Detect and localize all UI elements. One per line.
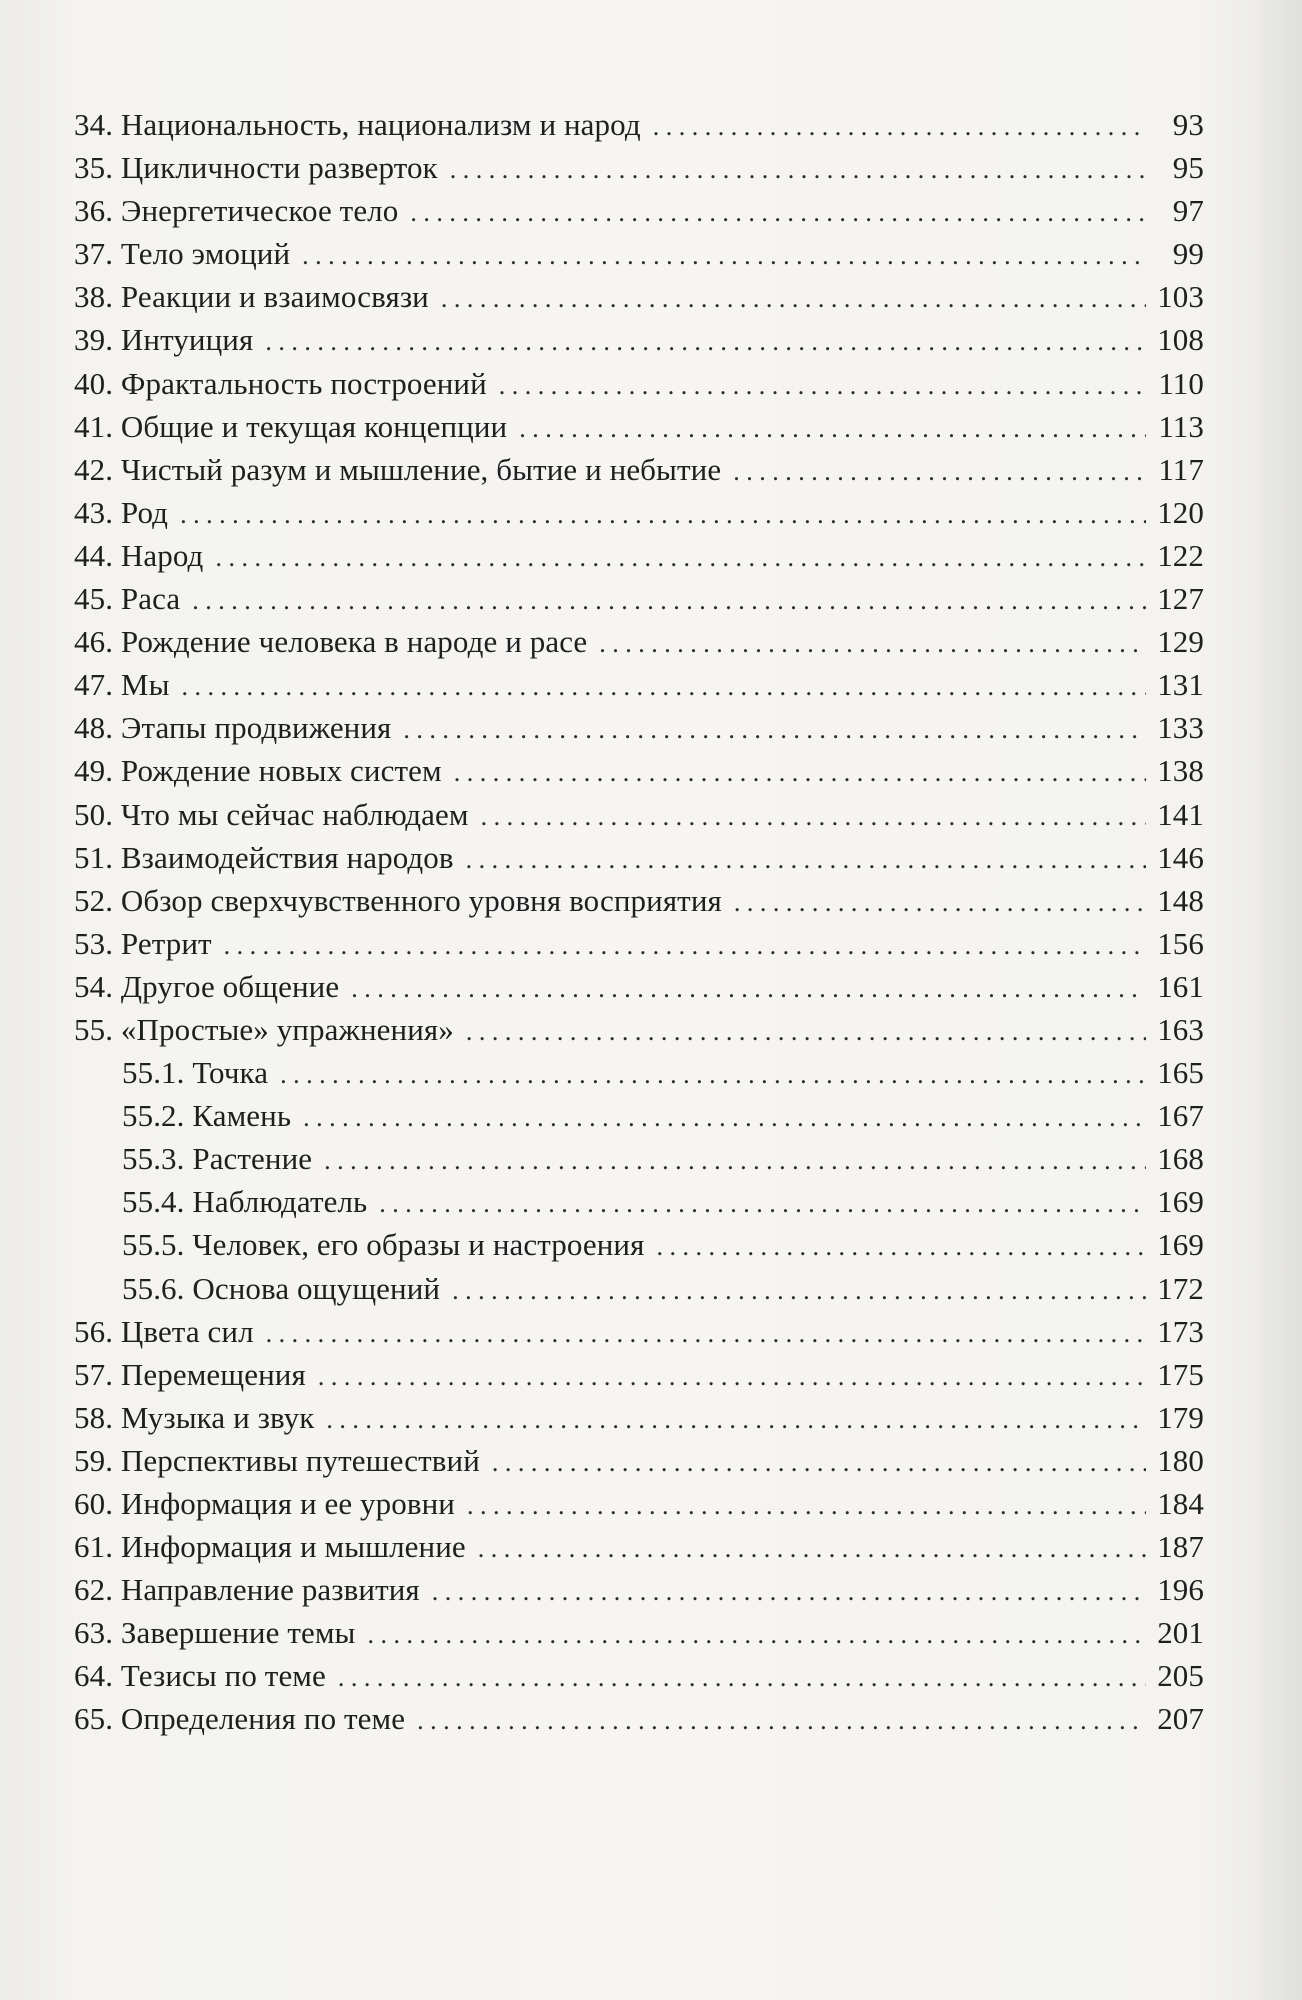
toc-entry-page-number: 146 <box>1157 839 1204 875</box>
toc-dot-leader <box>653 112 1146 142</box>
toc-entry-page-number: 207 <box>1157 1701 1204 1737</box>
toc-entry <box>74 1443 1204 1486</box>
toc-entry-title: 58. Музыка и звук <box>74 1399 315 1435</box>
toc-dot-leader <box>466 845 1146 875</box>
toc-entry <box>74 1486 1204 1529</box>
toc-entry-page-number: 196 <box>1157 1572 1204 1608</box>
toc-entry <box>74 797 1204 840</box>
toc-entry <box>74 1529 1204 1572</box>
toc-dot-leader <box>441 284 1146 314</box>
toc-entry-page-number: 201 <box>1157 1615 1204 1651</box>
toc-entry-title: 39. Интуиция <box>74 322 254 358</box>
toc-entry-title: 61. Информация и мышление <box>74 1529 466 1565</box>
toc-entry <box>74 322 1204 365</box>
toc-entry <box>74 1314 1204 1357</box>
toc-entry-page-number: 167 <box>1157 1098 1204 1134</box>
toc-entry-title: 55.1. Точка <box>122 1055 269 1091</box>
toc-entry-title: 60. Информация и ее уровни <box>74 1486 455 1521</box>
toc-entry <box>74 1141 1204 1184</box>
toc-entry-title: 55.5. Человек, его образы и настроения <box>122 1227 645 1263</box>
toc-entry-title: 41. Общие и текущая концепции <box>74 408 508 444</box>
toc-dot-leader <box>403 715 1146 745</box>
toc-entry <box>74 969 1204 1012</box>
toc-entry-page-number: 156 <box>1157 925 1204 961</box>
toc-entry-title: 50. Что мы сейчас наблюдаем <box>74 796 469 832</box>
toc-entry <box>74 366 1204 409</box>
toc-entry <box>74 624 1204 667</box>
toc-dot-leader <box>215 543 1146 573</box>
toc-entry <box>74 1055 1204 1098</box>
toc-entry <box>74 107 1204 150</box>
toc-entry-page-number: 113 <box>1158 408 1204 444</box>
toc-entry-title: 43. Род <box>74 494 169 530</box>
toc-entry-title: 49. Рождение новых систем <box>74 753 442 789</box>
toc-entry <box>74 538 1204 581</box>
toc-entry-title: 55. «Простые» упражнения» <box>74 1011 454 1047</box>
toc-entry-title: 63. Завершение темы <box>74 1615 356 1651</box>
toc-entry-title: 46. Рождение человека в народе и расе <box>74 624 588 660</box>
toc-entry-title: 35. Цикличности разверток <box>74 150 438 186</box>
toc-entry-page-number: 161 <box>1157 968 1204 1004</box>
toc-entry-title: 55.2. Камень <box>122 1098 292 1134</box>
toc-dot-leader <box>338 1663 1146 1693</box>
toc-dot-leader <box>326 1405 1146 1435</box>
toc-entry <box>74 409 1204 452</box>
toc-entry-title: 47. Мы <box>74 667 170 703</box>
toc-entry <box>74 1012 1204 1055</box>
toc-dot-leader <box>266 1319 1146 1349</box>
toc-dot-leader <box>599 629 1146 659</box>
toc-dot-leader <box>410 198 1146 228</box>
table-of-contents <box>74 107 1204 1745</box>
toc-dot-leader <box>303 1103 1146 1133</box>
toc-entry-title: 53. Ретрит <box>74 925 212 961</box>
toc-dot-leader <box>450 155 1146 185</box>
toc-entry-title: 48. Этапы продвижения <box>74 710 392 746</box>
toc-entry <box>74 667 1204 710</box>
toc-entry-title: 45. Раса <box>74 581 181 617</box>
toc-dot-leader <box>324 1146 1146 1176</box>
toc-entry <box>74 150 1204 193</box>
toc-entry-page-number: 173 <box>1157 1313 1204 1349</box>
toc-entry-title: 54. Другое общение <box>74 968 340 1004</box>
toc-dot-leader <box>481 802 1146 832</box>
toc-dot-leader <box>379 1189 1146 1219</box>
toc-dot-leader <box>224 931 1146 961</box>
toc-dot-leader <box>519 414 1146 444</box>
toc-entry <box>74 279 1204 322</box>
toc-entry-page-number: 122 <box>1157 537 1204 573</box>
toc-dot-leader <box>466 1017 1146 1047</box>
toc-entry <box>74 710 1204 753</box>
toc-dot-leader <box>265 327 1146 357</box>
toc-entry-title: 52. Обзор сверхчувственного уровня восприятия <box>74 882 722 918</box>
toc-entry <box>74 495 1204 538</box>
toc-entry-title: 40. Фрактальность построений <box>74 365 487 401</box>
toc-dot-leader <box>280 1060 1146 1090</box>
toc-entry-page-number: 169 <box>1157 1227 1204 1263</box>
toc-entry-page-number: 138 <box>1157 753 1204 789</box>
toc-entry-page-number: 95 <box>1172 150 1204 186</box>
toc-entry-title: 36. Энергетическое тело <box>74 193 399 229</box>
toc-entry-title: 57. Перемещения <box>74 1356 306 1392</box>
toc-entry <box>74 236 1204 279</box>
toc-dot-leader <box>492 1448 1146 1478</box>
toc-entry-title: 56. Цвета сил <box>74 1313 254 1349</box>
toc-entry-title: 55.6. Основа ощущений <box>122 1270 441 1306</box>
toc-dot-leader <box>499 371 1146 401</box>
toc-entry-title: 64. Тезисы по теме <box>74 1658 326 1694</box>
toc-entry-page-number: 205 <box>1157 1658 1204 1694</box>
toc-entry-page-number: 131 <box>1157 667 1204 703</box>
toc-entry-page-number: 179 <box>1157 1399 1204 1435</box>
toc-dot-leader <box>452 1276 1146 1306</box>
toc-entry-page-number: 148 <box>1157 882 1204 918</box>
toc-entry-page-number: 133 <box>1157 710 1204 746</box>
toc-dot-leader <box>656 1232 1146 1262</box>
toc-entry-page-number: 163 <box>1157 1011 1204 1047</box>
toc-entry-page-number: 117 <box>1158 451 1204 487</box>
toc-entry-title: 44. Народ <box>74 537 204 573</box>
toc-entry <box>74 753 1204 796</box>
toc-entry-page-number: 110 <box>1158 365 1204 401</box>
toc-entry <box>74 1400 1204 1443</box>
toc-entry <box>74 452 1204 495</box>
toc-entry-title: 59. Перспективы путешествий <box>74 1442 480 1478</box>
toc-dot-leader <box>467 1491 1146 1521</box>
toc-entry-page-number: 97 <box>1172 193 1204 229</box>
toc-dot-leader <box>432 1577 1146 1607</box>
toc-entry-page-number: 93 <box>1172 107 1204 142</box>
toc-entry-page-number: 108 <box>1157 322 1204 358</box>
toc-entry-page-number: 175 <box>1157 1356 1204 1392</box>
toc-entry-page-number: 103 <box>1157 279 1204 315</box>
toc-entry-title: 55.4. Наблюдатель <box>122 1184 368 1220</box>
toc-dot-leader <box>192 586 1146 616</box>
toc-dot-leader <box>733 457 1146 487</box>
toc-dot-leader <box>182 672 1147 702</box>
toc-dot-leader <box>351 974 1146 1004</box>
toc-entry-page-number: 172 <box>1157 1270 1204 1306</box>
toc-entry-title: 55.3. Растение <box>122 1141 313 1177</box>
toc-entry-title: 38. Реакции и взаимосвязи <box>74 279 429 315</box>
toc-entry-title: 51. Взаимодействия народов <box>74 839 454 875</box>
toc-dot-leader <box>417 1706 1146 1736</box>
toc-dot-leader <box>302 241 1146 271</box>
toc-dot-leader <box>478 1534 1146 1564</box>
toc-entry <box>74 883 1204 926</box>
toc-entry <box>74 1098 1204 1141</box>
toc-entry <box>74 840 1204 883</box>
toc-entry-page-number: 165 <box>1157 1055 1204 1091</box>
toc-entry-page-number: 127 <box>1157 581 1204 617</box>
toc-entry-title: 34. Национальность, национализм и народ <box>74 107 641 142</box>
toc-entry-title: 62. Направление развития <box>74 1572 420 1608</box>
toc-dot-leader <box>318 1362 1146 1392</box>
toc-entry <box>74 926 1204 969</box>
toc-entry-page-number: 169 <box>1157 1184 1204 1220</box>
toc-entry <box>74 1184 1204 1227</box>
toc-entry-title: 42. Чистый разум и мышление, бытие и небытие <box>74 451 722 487</box>
toc-entry <box>74 1227 1204 1270</box>
toc-entry-page-number: 141 <box>1157 796 1204 832</box>
toc-entry-page-number: 180 <box>1157 1442 1204 1478</box>
toc-entry <box>74 193 1204 236</box>
toc-dot-leader <box>180 500 1146 530</box>
toc-dot-leader <box>367 1620 1146 1650</box>
toc-entry-page-number: 168 <box>1157 1141 1204 1177</box>
toc-entry <box>74 1658 1204 1701</box>
toc-entry-page-number: 120 <box>1157 494 1204 530</box>
toc-entry-title: 65. Определения по теме <box>74 1701 406 1737</box>
toc-entry-page-number: 184 <box>1157 1486 1204 1521</box>
toc-entry <box>74 1271 1204 1314</box>
page-edge-shadow <box>1242 0 1302 2000</box>
toc-entry-page-number: 129 <box>1157 624 1204 660</box>
toc-dot-leader <box>454 758 1146 788</box>
toc-entry <box>74 1701 1204 1744</box>
toc-entry-page-number: 187 <box>1157 1529 1204 1565</box>
toc-entry-title: 37. Тело эмоций <box>74 236 291 272</box>
toc-entry <box>74 1615 1204 1658</box>
toc-entry <box>74 581 1204 624</box>
toc-entry-page-number: 99 <box>1172 236 1204 272</box>
toc-entry <box>74 1572 1204 1615</box>
toc-entry <box>74 1357 1204 1400</box>
toc-dot-leader <box>734 888 1146 918</box>
